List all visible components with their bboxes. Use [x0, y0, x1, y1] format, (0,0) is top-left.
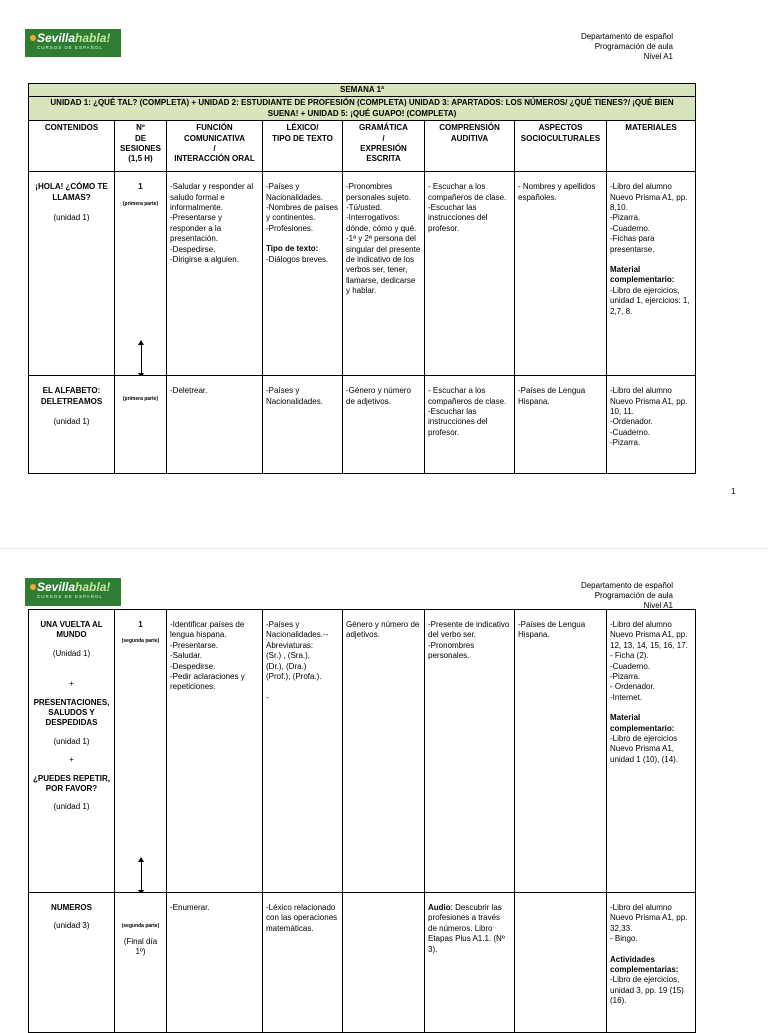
logo-sun-icon — [30, 35, 36, 41]
table-row — [29, 172, 696, 376]
col-funcion: FUNCIÓN COMUNICATIVA / INTERACCIÓN ORAL — [167, 121, 263, 172]
sesion-cell: (segunda parte) (Final día 1º) — [115, 893, 167, 1033]
units-row — [29, 97, 696, 121]
aspectos-cell — [515, 893, 607, 1033]
gramatica-cell: -Pronombres personales sujeto. -Tú/usted. -Interrogativos: dónde, cómo y qué. -1ª y 2ª persona del singular del presente de indicativo de los verbos ser, tener, llamarse, dedicarse y hablar. — [343, 172, 425, 376]
department-header: Departamento de español Programación de aula Nivel A1 — [580, 581, 673, 610]
aspectos-cell: - Nombres y apellidos españoles. — [515, 172, 607, 376]
sesion-cell: 1 (segunda parte) — [115, 610, 167, 893]
funcion-cell: -Enumerar. — [167, 893, 263, 1033]
department-header: Departamento de español Programación de aula Nivel A1 — [580, 32, 673, 61]
contenido-cell: ¡HOLA! ¿CÓMO TE LLAMAS? (unidad 1) — [29, 172, 115, 376]
materiales-cell: -Libro del alumno Nuevo Prisma A1, pp. 32,33. - Bingo. Actividades complementarias: -Libro de ejercicios, unidad 3, pp. 19 (15) (16). — [607, 893, 696, 1033]
gramatica-cell: Género y número de adjetivos. — [343, 610, 425, 893]
contenido-cell: UNA VUELTA AL MUNDO (Unidad 1) + PRESENTACIONES, SALUDOS Y DESPEDIDAS (unidad 1) + ¿PUEDES REPETIR, POR FAVOR? (unidad 1) — [29, 610, 115, 893]
comprension-cell: - Escuchar a los compañeros de clase. -Escuchar las instrucciones del profesor. — [425, 172, 515, 376]
col-aspectos: ASPECTOS SOCIOCULTURALES — [515, 121, 607, 172]
contenido-cell: EL ALFABETO: DELETREAMOS (unidad 1) — [29, 376, 115, 474]
logo-sun-icon — [30, 584, 36, 590]
lexico-cell: -Países y Nacionalidades.-- Abreviaturas: (Sr.) , (Sra.), (Dr.), (Dra.) (Prof.), (Profa.). - — [263, 610, 343, 893]
col-comprension: COMPRENSIÓN AUDITIVA — [425, 121, 515, 172]
materiales-cell: -Libro del alumno Nuevo Prisma A1, pp. 10, 11. -Ordenador. -Cuaderno. -Pizarra. — [607, 376, 696, 474]
table-row — [29, 893, 696, 1033]
table-row — [29, 376, 696, 474]
sevillahabla-logo: Sevillahabla! CURSOS DE ESPAÑOL — [25, 29, 121, 57]
funcion-cell: -Saludar y responder al saludo formal e informalmente. -Presentarse y responder a la presentación. -Despedirse. -Dirigirse a alguien. — [167, 172, 263, 376]
week-title: SEMANA 1ª — [29, 84, 696, 97]
col-contenidos: CONTENIDOS — [29, 121, 115, 172]
page-number: 1 — [731, 487, 736, 496]
col-sesiones: Nº DE SESIONES (1,5 H) — [115, 121, 167, 172]
sesion-cell: (primera parte) — [115, 376, 167, 474]
lexico-cell: -Países y Nacionalidades. -Nombres de países y continentes. -Profesiones. Tipo de texto: -Diálogos breves. — [263, 172, 343, 376]
lesson-plan-table — [28, 83, 696, 474]
gramatica-cell: -Género y número de adjetivos. — [343, 376, 425, 474]
week-row — [29, 84, 696, 97]
col-lexico: LÉXICO/ TIPO DE TEXTO — [263, 121, 343, 172]
lexico-cell: -Países y Nacionalidades. — [263, 376, 343, 474]
document-page-2 — [0, 548, 768, 1025]
sesion-cell: 1 (primera parte) — [115, 172, 167, 376]
sevillahabla-logo: Sevillahabla! CURSOS DE ESPAÑOL — [25, 578, 121, 606]
table-row — [29, 610, 696, 893]
col-materiales: MATERIALES — [607, 121, 696, 172]
aspectos-cell: -Países de Lengua Hispana. — [515, 376, 607, 474]
lesson-plan-table — [28, 609, 696, 1033]
lexico-cell: -Léxico relacionado con las operaciones matemáticas. — [263, 893, 343, 1033]
header-row — [29, 121, 696, 172]
double-arrow-icon — [141, 341, 142, 376]
units-title: UNIDAD 1: ¿QUÉ TAL? (COMPLETA) + UNIDAD 2: ESTUDIANTE DE PROFESIÓN (COMPLETA) UNIDAD 3: APARTADOS: LOS NÚMEROS/ ¿QUÉ TIENES?/ ¡QUÉ BIEN SUENA! + UNIDAD 5: ¡QUÉ GUAPO! (COMPLETA) — [29, 97, 696, 121]
aspectos-cell: -Países de Lengua Hispana. — [515, 610, 607, 893]
double-arrow-icon — [141, 858, 142, 893]
comprension-cell: Audio: Descubrir las profesiones a través de números. Libro Etapas Plus A1.1. (Nº 3). — [425, 893, 515, 1033]
comprension-cell: - Escuchar a los compañeros de clase. -Escuchar las instrucciones del profesor. — [425, 376, 515, 474]
gramatica-cell — [343, 893, 425, 1033]
funcion-cell: -Deletrear. — [167, 376, 263, 474]
comprension-cell: -Presente de indicativo del verbo ser. -Pronombres personales. — [425, 610, 515, 893]
contenido-cell: NUMEROS (unidad 3) — [29, 893, 115, 1033]
materiales-cell: -Libro del alumno Nuevo Prisma A1, pp. 12, 13, 14, 15, 16, 17. - Ficha (2). -Cuaderno. -Pizarra. - Ordenador. -Internet. Material complementario: -Libro de ejercicios Nuevo Prisma A1, unidad 1 (10), (14). — [607, 610, 696, 893]
col-gramatica: GRAMÁTICA / EXPRESIÓN ESCRITA — [343, 121, 425, 172]
materiales-cell: -Libro del alumno Nuevo Prisma A1, pp. 8,10. -Pizarra. -Cuaderno. -Fichas para presentarse. Material complementario: -Libro de ejercicios, unidad 1, ejercicios: 1, 2,7, 8. — [607, 172, 696, 376]
funcion-cell: -Identificar países de lengua hispana. -Presentarse. -Saludar. -Despedirse. -Pedir aclaraciones y repeticiones. — [167, 610, 263, 893]
